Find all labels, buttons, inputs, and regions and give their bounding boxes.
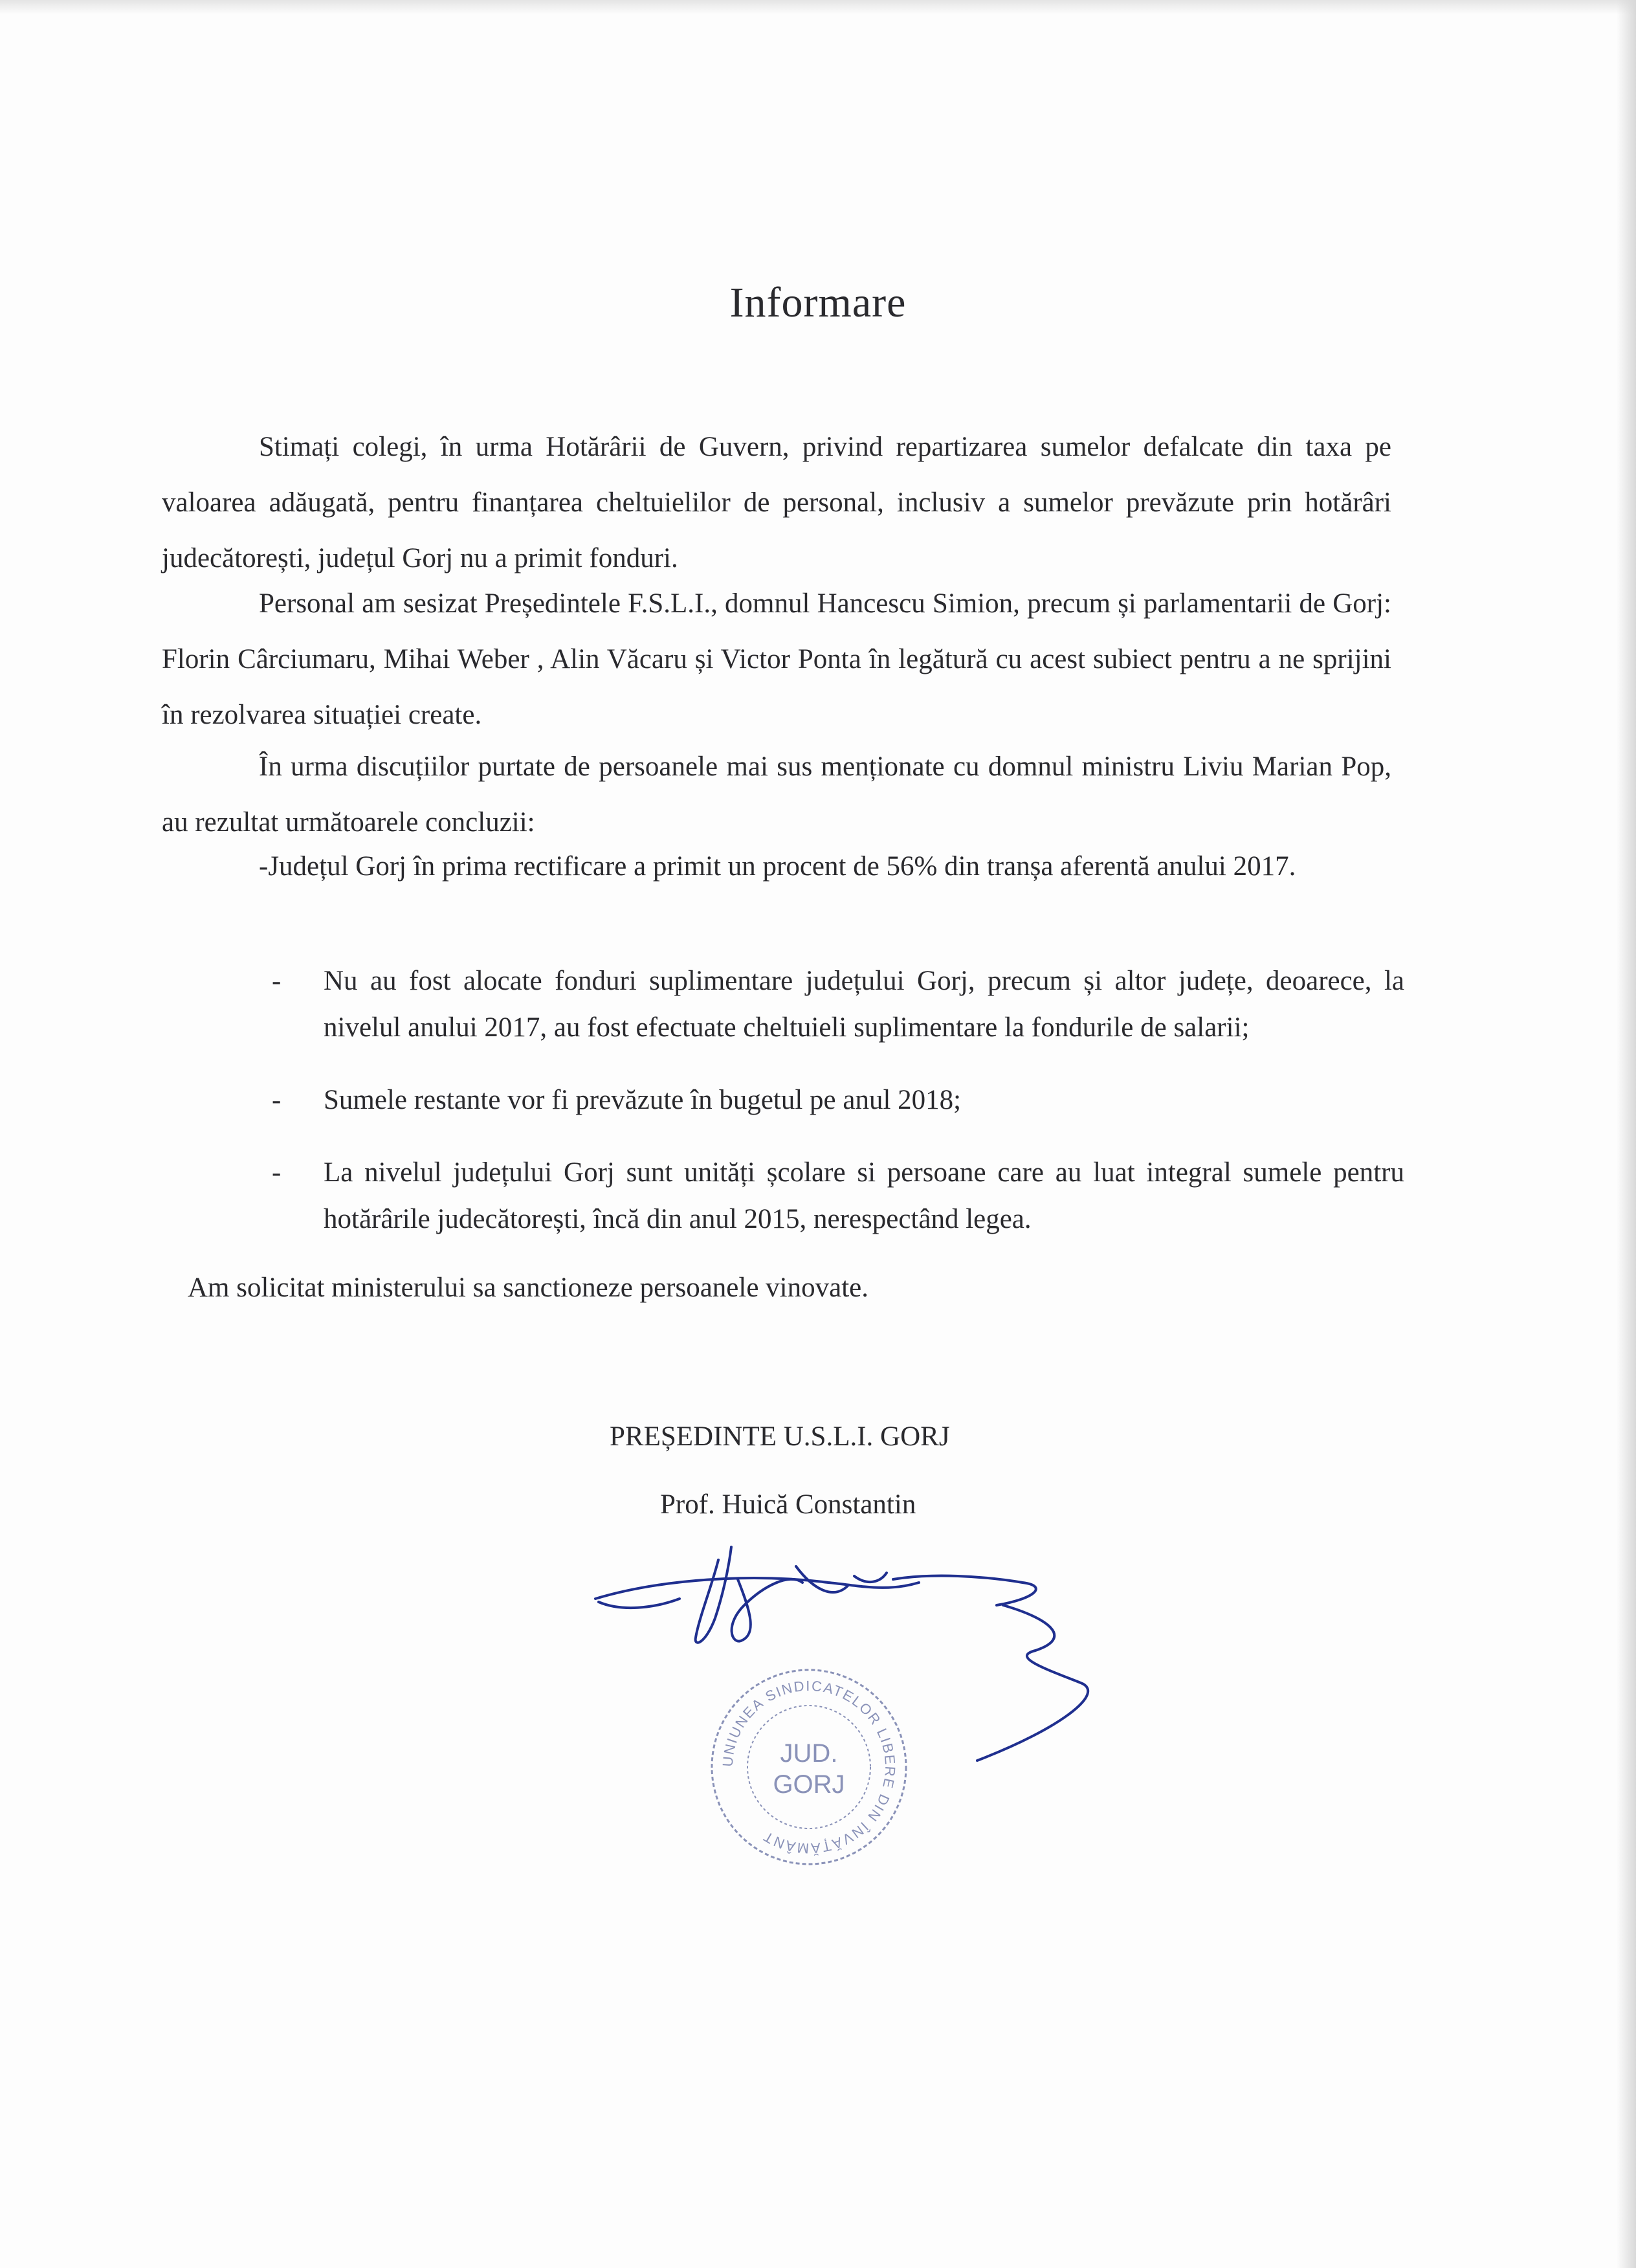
paragraph-rectification: -Județul Gorj în prima rectificare a primit un procent de 56% din tranșa aferentă anului 2017. [259,851,1296,882]
list-item [272,1077,1404,1124]
scan-top-shadow [0,0,1636,14]
signature-title: PREȘEDINTE U.S.L.I. GORJ [610,1421,950,1452]
conclusions-list [272,958,1404,1269]
paragraph-contacts: Personal am sesizat Președintele F.S.L.I., domnul Hancescu Simion, precum și parlamentarii de Gorj: Florin Cârciumaru, Mihai Weber , Alin Văcaru și Victor Ponta în legătură cu acest subiect pentru a ne sprijini în rezolvarea situației create. [162,588,1391,730]
list-item-text: Sumele restante vor fi prevăzute în bugetul pe anul 2018; [324,1085,962,1115]
paragraph-discussions: În urma discuțiilor purtate de persoanele mai sus menționate cu domnul ministru Liviu Marian Pop, au rezultat următoarele concluzii: [162,751,1391,838]
list-item [272,1150,1404,1243]
stamp-ring-text: UNIUNEA SINDICATELOR LIBERE DIN ÎNVĂȚĂMÂNT [719,1677,899,1857]
document-title: Informare [729,279,907,326]
bullet-dash: - [272,1085,282,1115]
stamp-center-line-1: JUD. [780,1739,838,1768]
bullet-dash: - [272,1157,282,1188]
scan-edge-shadow [1617,0,1636,2268]
stamp-center-line-2: GORJ [773,1770,845,1799]
list-item [272,958,1404,1051]
list-item-text: La nivelul județului Gorj sunt unități școlare si persoane care au luat integral sumele pentru hotărârile judecătorești, încă din anul 2015, nerespectând legea. [324,1157,1404,1234]
list-item-text: Nu au fost alocate fonduri suplimentare județului Gorj, precum și altor județe, deoarece, la nivelul anului 2017, au fost efectuate cheltuieli suplimentare la fondurile de salarii; [324,966,1404,1043]
closing-line: Am solicitat ministerului sa sanctioneze persoanele vinovate. [188,1273,868,1303]
signature-name: Prof. Huică Constantin [660,1489,916,1520]
bullet-dash: - [272,966,282,996]
union-stamp [705,1663,912,1871]
paragraph-intro: Stimați colegi, în urma Hotărârii de Guvern, privind repartizarea sumelor defalcate din taxa pe valoarea adăugată, pentru finanțarea cheltuielilor de personal, inclusiv a sumelor prevăzute prin hotărâri judecătorești, județul Gorj nu a primit fonduri. [162,432,1391,573]
